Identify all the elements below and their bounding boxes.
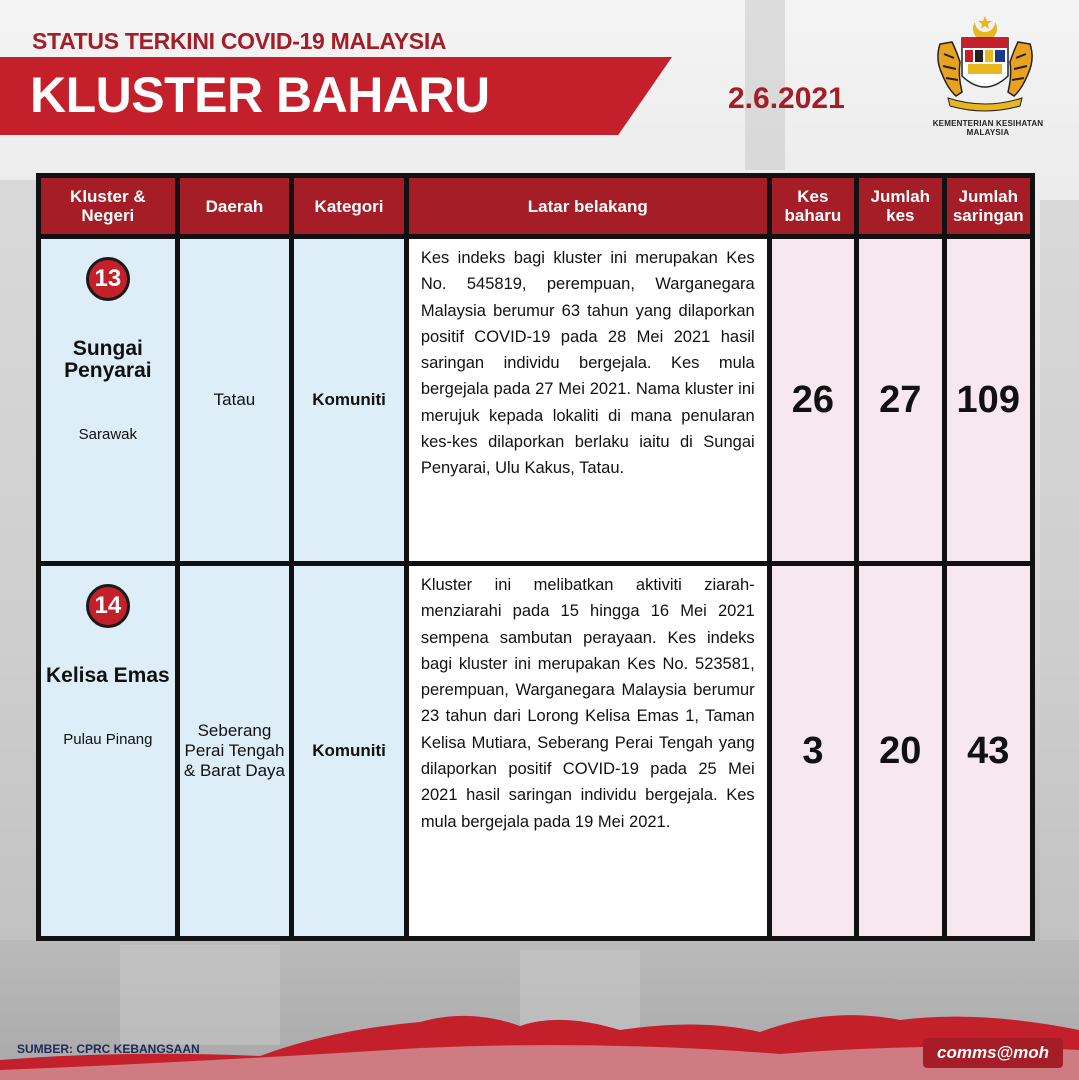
background-building bbox=[1040, 200, 1079, 940]
district-cell: Seberang Perai Tengah & Barat Daya bbox=[180, 566, 290, 936]
total-screened-cell: 43 bbox=[947, 566, 1030, 936]
cluster-table bbox=[36, 173, 1035, 941]
report-date: 2.6.2021 bbox=[728, 82, 845, 115]
page-title: KLUSTER BAHARU bbox=[30, 67, 490, 123]
total-cases-cell: 20 bbox=[859, 566, 941, 936]
background-building bbox=[0, 180, 38, 940]
col-header-new-cases: Kes baharu bbox=[772, 178, 854, 234]
total-cases-cell: 27 bbox=[859, 239, 941, 561]
new-cases-cell: 3 bbox=[772, 566, 854, 936]
source-credit: SUMBER: CPRC KEBANGSAAN bbox=[17, 1042, 200, 1056]
district-cell: Tatau bbox=[180, 239, 290, 561]
category-cell: Komuniti bbox=[294, 239, 404, 561]
background-cell: Kluster ini melibatkan aktiviti ziarah-menziarahi pada 15 hingga 16 Mei 2021 sempena sambutan perayaan. Kes indeks bagi kluster ini merupakan Kes No. 523581, perempuan, Warganegara Malaysia berumur 23 tahun dari Lorong Kelisa Emas 1, Taman Kelisa Mutiara, Seberang Perai Tengah yang dilaporkan positif COVID-19 pada 25 Mei 2021 hasil saringan individu bergejala. Kes mula bergejala pada 19 Mei 2021. bbox=[409, 566, 767, 936]
col-header-total-screened: Jumlah saringan bbox=[947, 178, 1030, 234]
malaysia-coat-of-arms-icon bbox=[930, 14, 1040, 114]
cluster-state: Pulau Pinang bbox=[63, 731, 153, 748]
cluster-name: Sungai Penyarai bbox=[64, 337, 152, 382]
total-screened-cell: 109 bbox=[947, 239, 1030, 561]
cluster-cell bbox=[41, 239, 175, 561]
col-header-background: Latar belakang bbox=[409, 178, 767, 234]
col-header-district: Daerah bbox=[180, 178, 290, 234]
table-row bbox=[41, 566, 1030, 936]
cluster-name: Kelisa Emas bbox=[45, 664, 170, 687]
table-row bbox=[41, 239, 1030, 561]
table-header-row bbox=[41, 178, 1030, 234]
header-kicker: STATUS TERKINI COVID-19 MALAYSIA bbox=[32, 28, 447, 54]
background-cell: Kes indeks bagi kluster ini merupakan Kes No. 545819, perempuan, Warganegara Malaysia berumur 63 tahun yang dilaporkan positif COVID-19 pada 28 Mei 2021 hasil saringan individu bergejala. Kes mula bergejala pada 27 Mei 2021. Nama kluster ini merujuk kepada lokaliti di mana penularan kes-kes dilaporkan berlaku iaitu di Sungai Penyarai, Ulu Kakus, Tatau. bbox=[409, 239, 767, 561]
category-cell: Komuniti bbox=[294, 566, 404, 936]
col-header-total-cases: Jumlah kes bbox=[859, 178, 941, 234]
footer-splash bbox=[0, 1000, 1079, 1080]
col-header-cluster: Kluster & Negeri bbox=[41, 178, 175, 234]
new-cases-cell: 26 bbox=[772, 239, 854, 561]
ministry-caption: KEMENTERIAN KESIHATAN MALAYSIA bbox=[932, 119, 1044, 137]
cluster-cell bbox=[41, 566, 175, 936]
cluster-state: Sarawak bbox=[78, 426, 138, 443]
cluster-number-badge: 14 bbox=[86, 584, 130, 628]
col-header-category: Kategori bbox=[294, 178, 404, 234]
comms-handle: comms@moh bbox=[923, 1038, 1063, 1068]
cluster-number-badge: 13 bbox=[86, 257, 130, 301]
